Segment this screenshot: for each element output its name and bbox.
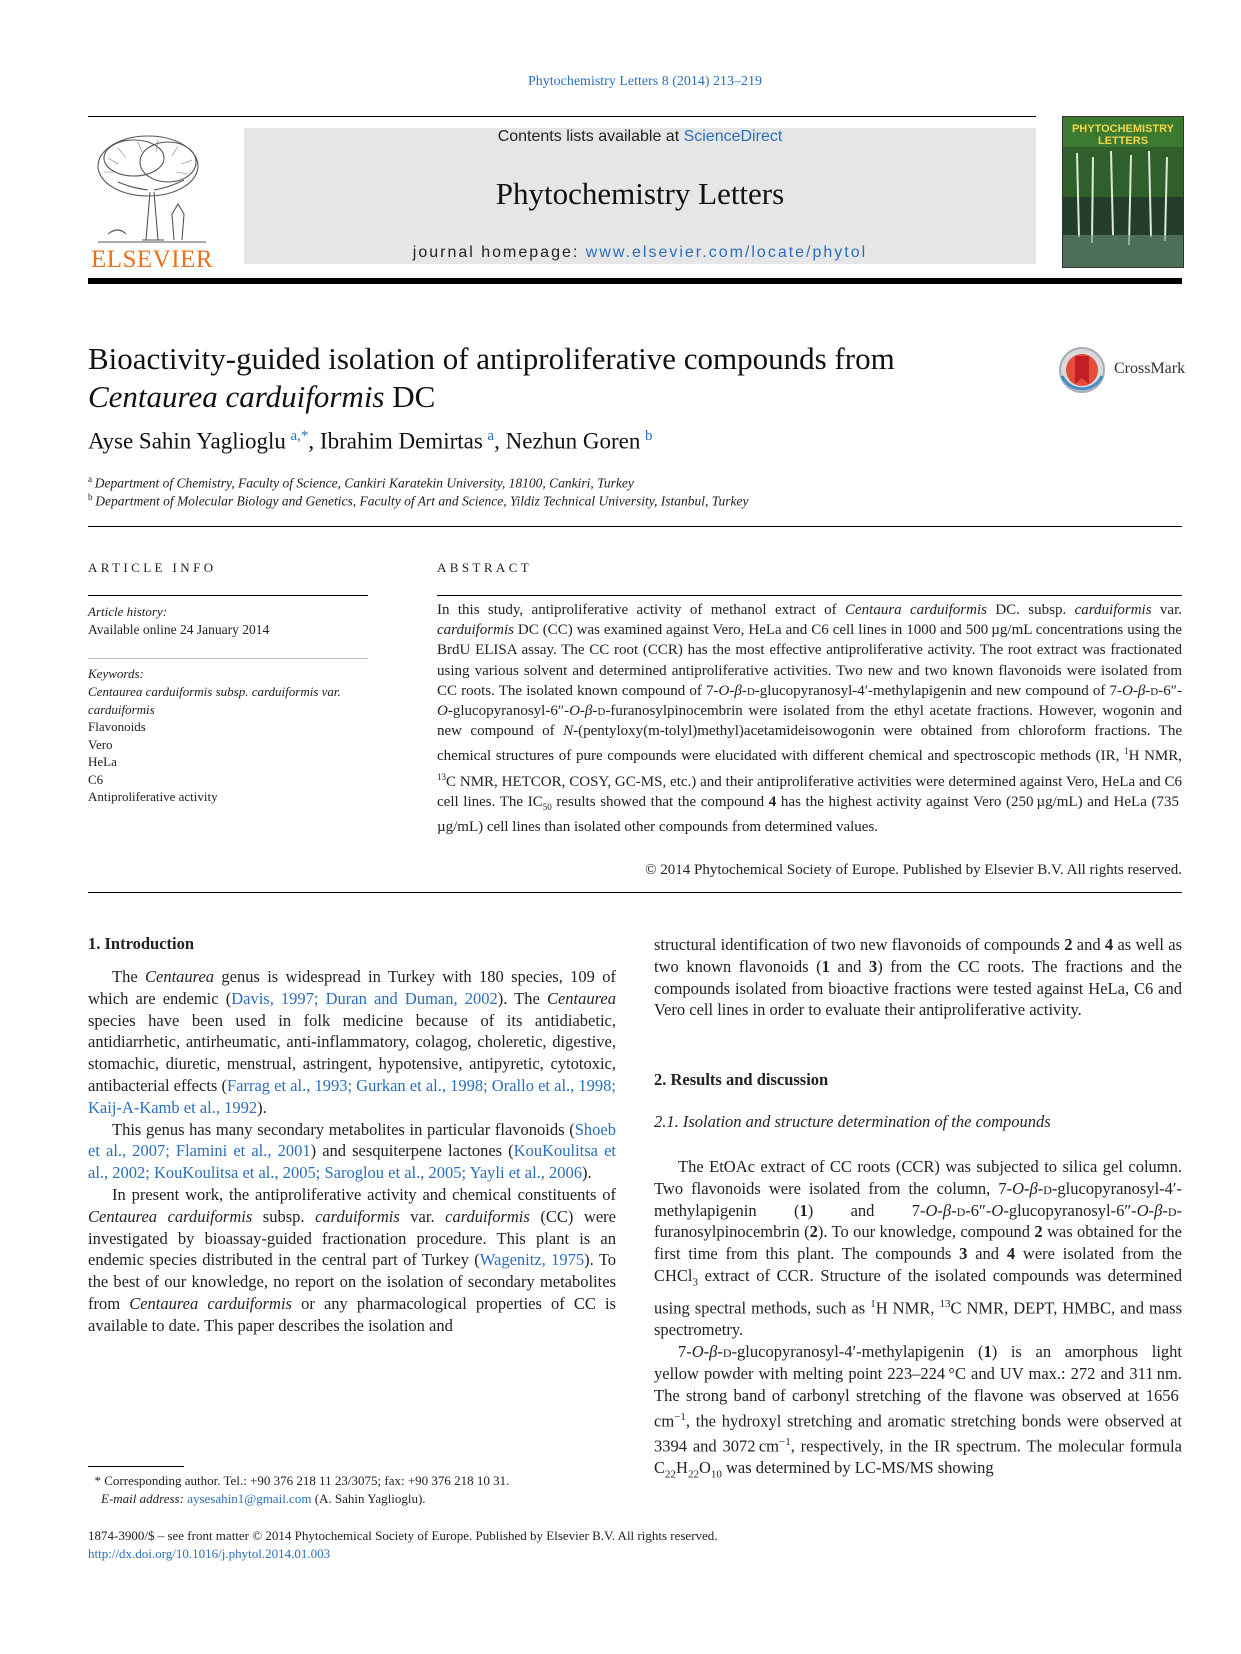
crossmark-badge[interactable] (1058, 346, 1218, 394)
divider (88, 526, 1182, 527)
footer-issn: 1874-3900/$ – see front matter © 2014 Phytochemical Society of Europe. Published by Elsevier B.V. All rights reserved. (88, 1528, 718, 1543)
keyword-item: Centaurea carduiformis subsp. carduiformis var. carduiformis (88, 684, 341, 717)
section-heading-introduction: 1. Introduction (88, 934, 195, 953)
author-name: Ayse Sahin Yaglioglu (88, 428, 286, 454)
corresponding-author-footnote: * Corresponding author. Tel.: +90 376 218 11 23/3075; fax: +90 376 218 10 31. E-mail address: aysesahin1@gmail.com (A. Sahin Yaglioglu). (88, 1473, 510, 1506)
keyword-item: HeLa (88, 754, 117, 769)
contents-line: Contents lists available at ScienceDirect (497, 128, 783, 145)
divider (88, 658, 368, 659)
elsevier-wordmark: ELSEVIER (90, 246, 214, 273)
keywords-label: Keywords: (88, 666, 144, 681)
keyword-list (88, 683, 368, 806)
section-heading-results: 2. Results and discussion (654, 1070, 829, 1089)
header-top-rule (88, 116, 1036, 117)
divider (88, 595, 368, 596)
article-info-caption: ARTICLE INFO (88, 560, 217, 575)
footnote-rule (88, 1466, 184, 1467)
history-value: Available online 24 January 2014 (88, 622, 270, 637)
citation-link[interactable]: KouKoulitsa et al., 2002; KouKoulitsa et al., 2005; Saroglou et al., 2005; Yayli et al., 2006 (88, 1141, 616, 1183)
affiliation-a: $^a$ Department of Chemistry, Faculty of Science, Cankiri Karatekin University, 18100, Cankiri, Turkey (88, 474, 634, 491)
doi-link[interactable]: http://dx.doi.org/10.1016/j.phytol.2014.01.003 (88, 1546, 331, 1561)
author-name: Ibrahim Demirtas (319, 428, 483, 454)
crossmark-label: CrossMark (1114, 360, 1186, 377)
journal-homepage: journal homepage: www.elsevier.com/locate/phytol (412, 244, 868, 261)
homepage-link[interactable]: www.elsevier.com/locate/phytol (585, 244, 868, 261)
abstract-caption: ABSTRACT (437, 560, 533, 575)
citation-link[interactable]: Davis, 1997; Duran and Duman, 2002 (231, 988, 498, 1008)
citation-link[interactable]: Farrag et al., 1993; Gurkan et al., 1998; Orallo et al., 1998; Kaij-A-Kamb et al., 1992 (88, 1075, 616, 1117)
article-title: Bioactivity-guided isolation of antiproliferative compounds from Centaurea carduiformis DC (88, 341, 895, 414)
journal-title: Phytochemistry Letters (495, 176, 785, 211)
sciencedirect-link[interactable]: ScienceDirect (683, 128, 783, 145)
author-affiliation-marker[interactable]: a,* (290, 428, 309, 444)
author-name: Nezhun Goren (505, 428, 641, 454)
subsection-heading-isolation: 2.1. Isolation and structure determination of the compounds (654, 1112, 1051, 1131)
introduction-continued-text: structural identification of two new flavonoids of compounds 2 and 4 as well as two known flavonoids (1 and 3) from the CC roots. The fractions and the compounds isolated from bioactive fractions were tested against HeLa, C6 and Vero cell lines in order to evaluate their antiproliferative activity. (654, 935, 1182, 1020)
introduction-text: The Centaurea genus is widespread in Turkey with 180 species, 109 of which are endemic (Davis, 1997; Duran and Duman, 2002). The Centaurea species have been used in folk medicine because of its antidiabetic, antidiarrhetic, antirheumatic, anti-inflammatory, colagog, choleretic, digestive, stomachic, diuretic, menstrual, astringent, hypotensive, antipyretic, cytotoxic, antibacterial effects (Farrag et al., 1993; Gurkan et al., 1998; Orallo et al., 1998; Kaij-A-Kamb et al., 1992). This genus has many secondary metabolites in particular flavonoids (Shoeb et al., 2007; Flamini et al., 2001) and sesquiterpene lactones (KouKoulitsa et al., 2002; KouKoulitsa et al., 2005; Saroglou et al., 2005; Yayli et al., 2006). In present work, the antiproliferative activity and chemical constituents of Centaurea carduiformis subsp. carduiformis var. carduiformis (CC) were investigated by bioassay-guided fractionation procedure. This plant is an endemic species distributed in the central part of Turkey (Wagenitz, 1975). To the best of our knowledge, no report on the isolation of secondary metabolites from Centaurea carduiformis or any pharmacological properties of CC is available to date. This paper describes the isolation and (88, 967, 617, 1335)
cover-title: PHYTOCHEMISTRY LETTERS (1071, 123, 1175, 147)
author-affiliation-marker[interactable]: a (487, 428, 495, 444)
keyword-item: Vero (88, 736, 113, 752)
history-label: Article history: (88, 604, 168, 619)
author-list: Ayse Sahin Yaglioglu $^{a,*}$, Ibrahim Demirtas $^a$, Nezhun Goren $^b$ (88, 428, 653, 454)
author-affiliation-marker[interactable]: b (644, 428, 653, 444)
divider (437, 595, 1182, 596)
journal-reference[interactable]: Phytochemistry Letters 8 (2014) 213–219 (527, 74, 763, 89)
keyword-item: Flavonoids (88, 719, 146, 734)
journal-cover-image (1062, 116, 1184, 268)
divider (88, 892, 1182, 893)
affiliation-b: $^b$ Department of Molecular Biology and Genetics, Faculty of Art and Science, Yildiz Technical University, Istanbul, Turkey (88, 492, 749, 509)
keyword-item: C6 (88, 771, 104, 787)
abstract-text: In this study, antiproliferative activity of methanol extract of Centaura carduiformis DC. subsp. carduiformis var. carduiformis DC (CC) was examined against Vero, HeLa and C6 cell lines in 1000 and 500 µg/mL concentrations using the BrdU ELISA assay. The CC root (CCR) has the most effective antiproliferative activity. The root extract was fractionated using various solvent and determined antiproliferative activities. Two new and two known flavonoids were isolated from CC roots. The isolated known compound of 7-O-β-d-glucopyranosyl-4′-methylapigenin and new compound of 7-O-β-d-6″-O-glucopyranosyl-6″-O-β-d-furanosylpinocembrin were isolated from the ethyl acetate fractions. However, wogonin and new compound of N-(pentyloxy(m-tolyl)methyl)acetamideisowogonin were obtained from chloroform fractions. The chemical structures of pure compounds were elucidated with different chemical and spectroscopic methods (IR, $^1$H NMR, $^{13}$C NMR, HETCOR, COSY, GC-MS, etc.) and their antiproliferative activities were determined against Vero, HeLa and C6 cell lines. The $IC_{50}$ results showed that the compound 4 has the highest activity against Vero (250 µg/mL) and HeLa (735 µg/mL) cell lines than isolated other compounds from determined values. (437, 602, 1183, 836)
crossmark-icon (1058, 346, 1106, 394)
email-link[interactable]: aysesahin1@gmail.com (187, 1491, 312, 1506)
citation-link[interactable]: Wagenitz, 1975 (479, 1250, 585, 1270)
results-text: The EtOAc extract of CC roots (CCR) was subjected to silica gel column. Two flavonoids were isolated from the column, 7-O-β-d-glucopyranosyl-4′-methylapigenin (1) and 7-O-β-d-6″-O-glucopyranosyl-6″-O-β-d-furanosylpinocembrin (2). To our knowledge, compound 2 was obtained for the first time from this plant. The compounds 3 and 4 were isolated from the CHCl$_3$ extract of CCR. Structure of the isolated compounds was determined using spectral methods, such as $^1$H NMR, $^{13}$C NMR, DEPT, HMBC, and mass spectrometry. 7-O-β-d-glucopyranosyl-4′-methylapigenin (1) is an amorphous light yellow powder with melting point 223–224 °C and UV max.: 272 and 311 nm. The strong band of carbonyl stretching of the flavone was observed at 1656 $cm^{-1}$, the hydroxyl stretching and aromatic stretching bonds were observed at 3394 and 3072 $cm^{-1}$, respectively, in the IR spectrum. The molecular formula $C_{22}H_{22}O_{10}$ was determined by LC-MS/MS showing (654, 1157, 1183, 1481)
abstract-copyright: © 2014 Phytochemical Society of Europe. Published by Elsevier B.V. All rights reserved. (645, 862, 1182, 878)
keyword-item: Antiproliferative activity (88, 789, 218, 804)
citation-link[interactable]: Shoeb et al., 2007; Flamini et al., 2001 (88, 1119, 616, 1161)
header-bottom-rule (88, 278, 1182, 284)
